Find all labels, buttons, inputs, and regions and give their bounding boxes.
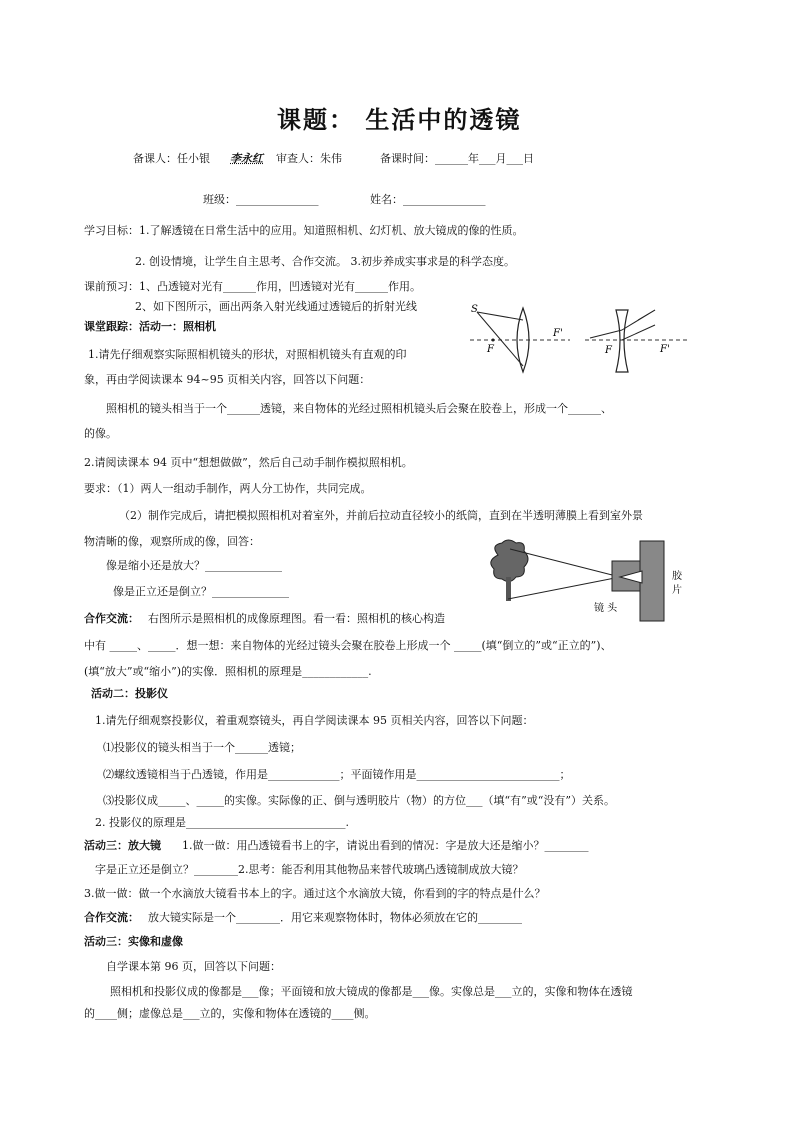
activity3-l3: 3.做一做：做一个水滴放大镜看书本上的字。通过这个水滴放大镜，你看到的字的特点是什么？ [84, 887, 546, 900]
activity1-q1a: 1.请先仔细观察实际照相机镜头的形状，对照相机镜头有直观的印 [88, 348, 407, 361]
goal-2: 2. 创设情境，让学生自主思考、合作交流。 3.初步养成实事求是的科学态度。 [135, 255, 515, 268]
activity1-q1c: 照相机的镜头相当于一个______透镜，来自物体的光经过照相机镜头后会聚在胶卷上，形成一个______、 [106, 402, 612, 415]
film-label-1: 胶 [672, 571, 682, 582]
signature: 李永红 [230, 152, 263, 165]
activity3-heading: 活动三：放大镜 [84, 839, 161, 852]
page-title: 课题： 生活中的透镜 [277, 106, 522, 134]
preview-1: 课前预习：1、凸透镜对光有______作用，凹透镜对光有______作用。 [84, 280, 421, 293]
activity2-s1: ⑴投影仪的镜头相当于一个______透镜； [103, 741, 301, 754]
lens-label: 镜 头 [594, 603, 618, 614]
preparer: 备课人：任小银 [133, 152, 210, 165]
camera-body [640, 541, 664, 621]
lens-ray-diagram [465, 300, 695, 380]
activity1-q1d: 的像。 [84, 427, 117, 440]
label-f2-left: F [605, 345, 612, 356]
preview-2: 2、如下图所示，画出两条入射光线通过透镜后的折射光线 [135, 300, 417, 313]
prep-date: 备课时间：______年___月___日 [380, 152, 534, 165]
activity1-heading: 课堂跟踪：活动一：照相机 [84, 320, 216, 333]
activity3-coop: 放大镜实际是一个________．用它来观察物体时，物体必须放在它的________ [148, 911, 522, 924]
activity1-ask2: 像是正立还是倒立？______________ [113, 585, 289, 598]
activity4-l2: 照相机和投影仪成的像都是___像；平面镜和放大镜成的像都是___像。实像总是___立的，实像和物体在透镜 [110, 985, 633, 998]
activity1-coop-label: 合作交流： [84, 612, 139, 625]
activity1-coop1: 右图所示是照相机的成像原理图。看一看：照相机的核心构造 [148, 612, 445, 625]
name-field: 姓名：_______________ [370, 193, 486, 206]
label-f-right: F' [553, 328, 563, 339]
activity1-ask1: 像是缩小还是放大？______________ [106, 559, 282, 572]
label-s: S [471, 304, 478, 315]
activity1-req1: 要求：（1）两人一组动手制作，两人分工协作，共同完成。 [84, 482, 372, 495]
tree-trunk [506, 577, 511, 601]
class-field: 班级：_______________ [203, 193, 319, 206]
activity2-heading: 活动二：投影仪 [91, 687, 168, 700]
activity2-q1: 1.请先仔细观察投影仪，着重观察镜头，再自学阅读课本 95 页相关内容，回答以下问题： [95, 714, 534, 727]
film-label-2: 片 [672, 585, 682, 596]
activity3-coop-label: 合作交流： [84, 911, 139, 924]
activity4-l1: 自学课本第 96 页，回答以下问题： [106, 960, 281, 973]
activity3-l2: 字是正立还是倒立？________2.思考：能否利用其他物品来替代玻璃凸透镜制成放大镜？ [95, 863, 524, 876]
camera-imaging-diagram [480, 535, 695, 625]
activity1-coop2: 中有 _____、_____．想一想：来自物体的光经过镜头会聚在胶卷上形成一个 _____(填“倒立的”或“正立的”)、 [84, 639, 612, 652]
activity1-coop3: (填“放大”或“缩小”)的实像．照相机的原理是____________. [84, 665, 372, 678]
activity1-req2b: 物清晰的像，观察所成的像，回答： [84, 535, 260, 548]
activity4-heading: 活动三：实像和虚像 [84, 935, 183, 948]
reviewer: 审查人：朱伟 [276, 152, 342, 165]
activity4-l3: 的____侧；虚像总是___立的，实像和物体在透镜的____侧。 [84, 1007, 376, 1020]
activity1-req2: （2）制作完成后，请把模拟照相机对着室外，并前后拉动直径较小的纸筒，直到在半透明薄膜上看到室外景 [119, 509, 643, 522]
focus-point [492, 339, 495, 342]
activity2-q2: 2. 投影仪的原理是_____________________________. [95, 816, 349, 829]
label-f-left: F [487, 344, 494, 355]
activity2-s2: ⑵螺纹透镜相当于凸透镜，作用是_____________；平面镜作用是__________________________； [103, 768, 571, 781]
activity2-s3: ⑶投影仪成_____、_____的实像。实际像的正、倒与透明胶片（物）的方位___（填“有”或“没有”）关系。 [103, 794, 615, 807]
goal-1: 学习目标：1.了解透镜在日常生活中的应用。知道照相机、幻灯机、放大镜成的像的性质。 [84, 224, 524, 237]
activity1-q1b: 象，再由学阅读课本 94~95 页相关内容，回答以下问题： [84, 373, 371, 386]
label-f2-right: F' [660, 344, 670, 355]
activity1-q2: 2.请阅读课本 94 页中“想想做做”，然后自己动手制作模拟照相机。 [84, 456, 413, 469]
activity3-l1: 1.做一做：用凸透镜看书上的字，请说出看到的情况：字是放大还是缩小？________ [182, 839, 589, 852]
